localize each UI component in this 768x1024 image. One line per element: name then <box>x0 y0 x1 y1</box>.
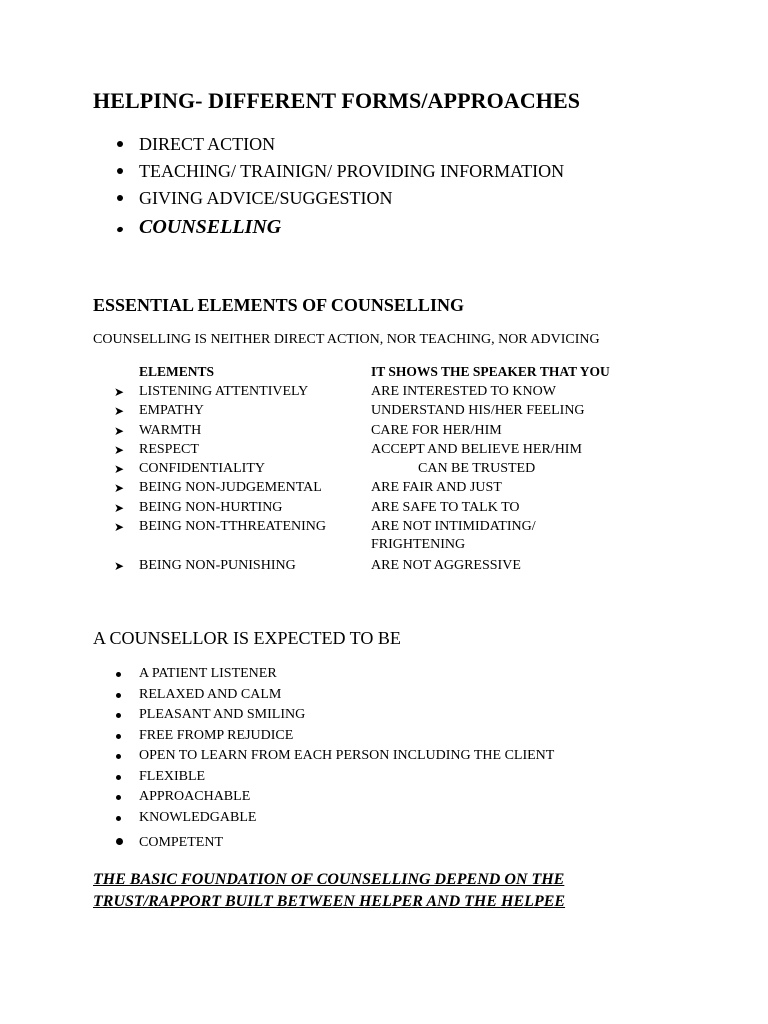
table-row <box>0 479 768 498</box>
list-item-text: TEACHING/ TRAINIGN/ PROVIDING INFORMATION <box>139 161 565 181</box>
arrow-bullet-icon: ➤ <box>114 404 125 419</box>
list-item-text: COMPETENT <box>139 835 223 850</box>
list-item-text: FLEXIBLE <box>139 768 206 784</box>
table-row <box>0 557 768 576</box>
essential-elements-heading: ESSENTIAL ELEMENTS OF COUNSELLING <box>93 295 464 315</box>
bullet-icon <box>116 775 121 780</box>
essential-elements-subtext: COUNSELLING IS NEITHER DIRECT ACTION, NOR TEACHING, NOR ADVICING <box>93 332 600 347</box>
element-cell: BEING NON-HURTING <box>139 499 283 515</box>
arrow-bullet-icon: ➤ <box>114 500 125 515</box>
shows-cell: ARE INTERESTED TO KNOW <box>371 384 556 399</box>
table-header <box>0 364 768 383</box>
bullet-icon <box>116 795 121 800</box>
shows-cell: CARE FOR HER/HIM <box>371 422 502 438</box>
list-item-text: DIRECT ACTION <box>139 134 276 154</box>
element-cell: LISTENING ATTENTIVELY <box>139 384 309 399</box>
bullet-icon <box>116 734 121 739</box>
element-cell: BEING NON-PUNISHING <box>139 558 296 574</box>
bullet-icon <box>117 168 123 174</box>
table-row <box>0 518 768 557</box>
foundation-note-line-2: TRUST/RAPPORT BUILT BETWEEN HELPER AND THE HELPEE <box>93 893 566 910</box>
column-header-shows: IT SHOWS THE SPEAKER THAT YOU <box>371 364 610 379</box>
bullet-icon <box>116 672 121 677</box>
list-item-text: APPROACHABLE <box>139 789 251 804</box>
elements-table <box>0 364 768 576</box>
element-cell: BEING NON-JUDGEMENTAL <box>139 480 322 496</box>
shows-cell: UNDERSTAND HIS/HER FEELING <box>371 403 585 419</box>
table-row <box>0 499 768 518</box>
foundation-note-line-1: THE BASIC FOUNDATION OF COUNSELLING DEPEND ON THE <box>93 871 565 888</box>
list-item-text: GIVING ADVICE/SUGGESTION <box>139 188 393 208</box>
list-item-text: KNOWLEDGABLE <box>139 809 257 825</box>
bullet-icon <box>116 816 121 821</box>
arrow-bullet-icon: ➤ <box>114 423 125 438</box>
column-header-elements: ELEMENTS <box>139 364 215 379</box>
arrow-bullet-icon: ➤ <box>114 462 125 477</box>
element-cell: CONFIDENTIALITY <box>139 461 265 477</box>
bullet-icon <box>116 693 121 698</box>
table-row <box>0 402 768 421</box>
list-item-text: PLEASANT AND SMILING <box>139 707 306 722</box>
foundation-note <box>93 869 565 913</box>
bullet-icon <box>116 226 123 233</box>
element-cell: WARMTH <box>139 422 202 438</box>
shows-cell: ARE SAFE TO TALK TO <box>371 499 520 515</box>
arrow-bullet-icon: ➤ <box>114 385 125 399</box>
list-item-text: A PATIENT LISTENER <box>139 666 277 681</box>
table-row <box>0 441 768 460</box>
bullet-icon <box>117 195 123 201</box>
arrow-bullet-icon: ➤ <box>114 442 125 457</box>
shows-cell: ARE NOT INTIMIDATING/ FRIGHTENING <box>371 519 536 553</box>
arrow-bullet-icon: ➤ <box>114 520 125 535</box>
bullet-icon <box>116 838 123 845</box>
element-cell: RESPECT <box>139 441 199 457</box>
element-cell: EMPATHY <box>139 403 204 419</box>
shows-cell: CAN BE TRUSTED <box>418 461 536 477</box>
list-item-text: OPEN TO LEARN FROM EACH PERSON INCLUDING THE CLIENT <box>139 748 555 763</box>
element-cell: BEING NON-TTHREATENING <box>139 519 327 535</box>
table-row <box>0 460 768 479</box>
arrow-bullet-icon: ➤ <box>114 559 125 574</box>
shows-cell: ARE NOT AGGRESSIVE <box>371 558 521 574</box>
list-item-text: FREE FROMP REJUDICE <box>139 727 294 743</box>
shows-cell: ARE FAIR AND JUST <box>371 480 502 496</box>
bullet-icon <box>116 713 121 718</box>
table-row <box>0 383 768 402</box>
bullet-icon <box>116 754 121 759</box>
list-item-text: RELAXED AND CALM <box>139 686 282 702</box>
arrow-bullet-icon: ➤ <box>114 481 125 496</box>
page-title: HELPING- DIFFERENT FORMS/APPROACHES <box>93 88 581 113</box>
list-item-text: COUNSELLING <box>139 216 282 238</box>
counsellor-heading: A COUNSELLOR IS EXPECTED TO BE <box>93 628 401 648</box>
table-row <box>0 422 768 441</box>
bullet-icon <box>117 141 123 147</box>
shows-cell: ACCEPT AND BELIEVE HER/HIM <box>371 441 582 457</box>
